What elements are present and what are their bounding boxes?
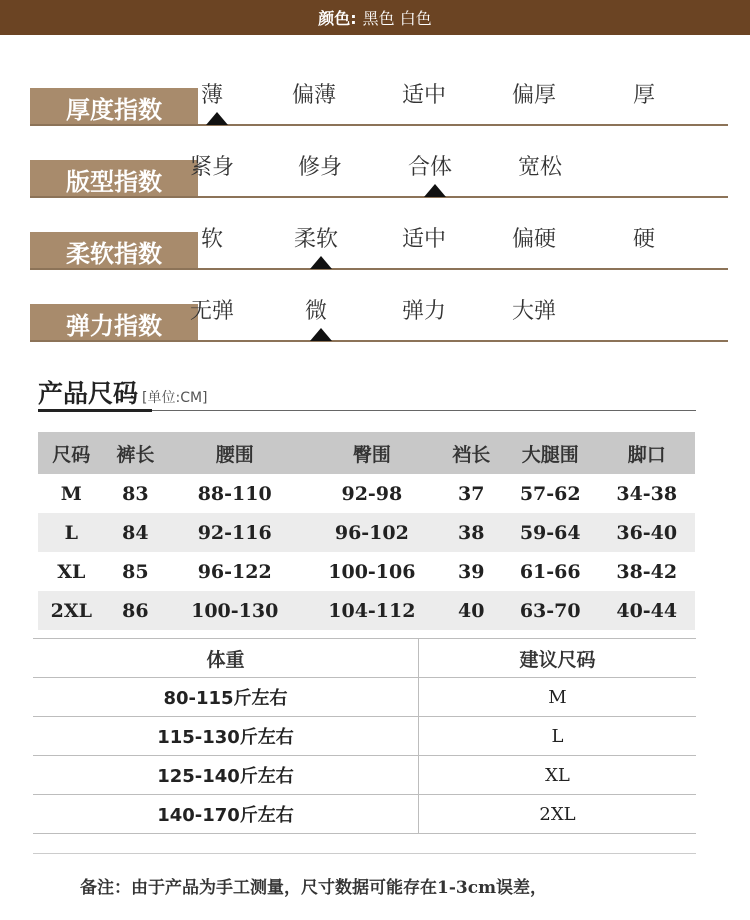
color-values: 黑色 白色: [362, 9, 432, 28]
size-cell: 38-42: [616, 560, 678, 583]
size-column-header: 裆长: [440, 432, 502, 474]
index-line: [30, 268, 728, 270]
weight-table: [33, 638, 696, 834]
size-cell: 57-62: [519, 482, 581, 505]
size-column-header: 脚口: [598, 432, 695, 474]
index-option: 宽松: [517, 155, 562, 180]
weight-row: [33, 717, 696, 756]
index-option: 合体: [407, 155, 452, 180]
weight-row: [33, 756, 696, 795]
size-cell: 88-110: [197, 482, 272, 505]
index-option: 修身: [297, 155, 342, 180]
index-option: 薄: [200, 83, 223, 108]
index-option: 柔软: [293, 227, 338, 252]
weight-header: 体重: [33, 639, 419, 678]
index-line: [30, 124, 728, 126]
weight-range: 125-140斤左右: [33, 756, 419, 795]
size-cell: XL: [57, 560, 86, 583]
selected-marker-icon: [206, 112, 228, 125]
title-rule: [152, 410, 696, 411]
weight-range: 140-170斤左右: [33, 795, 419, 834]
size-cell: 100-130: [166, 591, 303, 630]
size-section-title: [38, 374, 208, 410]
index-label: 厚度指数: [30, 88, 198, 126]
size-cell: 40: [440, 591, 502, 630]
suggested-size: L: [419, 717, 697, 756]
weight-row: [33, 795, 696, 834]
index-option: 偏厚: [511, 83, 556, 108]
index-label: 弹力指数: [30, 304, 198, 342]
size-cell: 37: [457, 482, 485, 505]
selected-marker-icon: [310, 328, 332, 341]
suggested-size-header: 建议尺码: [419, 639, 697, 678]
index-option: 偏薄: [291, 83, 336, 108]
index-option: 适中: [401, 227, 446, 252]
size-column-header: 大腿围: [502, 432, 599, 474]
weight-row: [33, 678, 696, 717]
index-option: 无弹: [189, 299, 234, 324]
size-cell: 40-44: [598, 591, 695, 630]
index-row: [30, 150, 728, 198]
weight-range: 80-115斤左右: [33, 678, 419, 717]
index-line: [30, 340, 728, 342]
index-option: 厚: [632, 83, 655, 108]
color-header: [0, 0, 750, 35]
index-row: [30, 222, 728, 270]
index-row: [30, 78, 728, 126]
index-label: 版型指数: [30, 160, 198, 198]
index-option: 紧身: [189, 155, 234, 180]
suggested-size: 2XL: [419, 795, 697, 834]
size-cell: 92-116: [166, 513, 303, 552]
size-cell: 2XL: [38, 591, 105, 630]
size-cell: 39: [457, 560, 485, 583]
size-cell: 96-102: [303, 513, 440, 552]
size-cell: 85: [122, 560, 149, 583]
size-table: [38, 432, 695, 630]
index-option: 硬: [632, 227, 655, 252]
index-option: 弹力: [401, 299, 446, 324]
index-option: 微: [304, 299, 327, 324]
size-cell: 84: [105, 513, 167, 552]
size-cell: 96-122: [197, 560, 272, 583]
size-cell: 34-38: [616, 482, 678, 505]
size-row: [38, 513, 695, 552]
footnote: 备注：由于产品为手工测量，尺寸数据可能存在1-3cm误差，: [80, 878, 548, 898]
suggested-size: XL: [419, 756, 697, 795]
selected-marker-icon: [424, 184, 446, 197]
index-option: 大弹: [511, 299, 556, 324]
size-cell: 38: [440, 513, 502, 552]
weight-range: 115-130斤左右: [33, 717, 419, 756]
size-column-header: 臀围: [303, 432, 440, 474]
title-underline: [38, 409, 152, 412]
suggested-size: M: [419, 678, 697, 717]
color-label: 颜色:: [318, 9, 357, 28]
size-column-header: 裤长: [105, 432, 167, 474]
size-cell: L: [38, 513, 105, 552]
weight-table-header: [33, 639, 696, 678]
size-cell: 63-70: [502, 591, 599, 630]
size-cell: 92-98: [341, 482, 403, 505]
size-cell: 86: [105, 591, 167, 630]
size-table-header: [38, 432, 695, 474]
size-cell: 83: [122, 482, 149, 505]
size-row: [38, 552, 695, 591]
size-row: [38, 591, 695, 630]
size-cell: M: [60, 482, 82, 505]
index-line: [30, 196, 728, 198]
size-title: 产品尺码: [38, 379, 139, 408]
size-cell: 104-112: [303, 591, 440, 630]
divider: [33, 853, 696, 854]
size-row: [38, 474, 695, 513]
selected-marker-icon: [310, 256, 332, 269]
index-option: 软: [200, 227, 223, 252]
size-column-header: 尺码: [38, 432, 105, 474]
index-option: 偏硬: [511, 227, 556, 252]
size-column-header: 腰围: [166, 432, 303, 474]
size-cell: 100-106: [328, 560, 416, 583]
size-cell: 59-64: [502, 513, 599, 552]
index-row: [30, 294, 728, 342]
size-cell: 61-66: [519, 560, 581, 583]
size-cell: 36-40: [598, 513, 695, 552]
index-option: 适中: [401, 83, 446, 108]
size-unit: [单位:CM]: [142, 390, 208, 406]
index-label: 柔软指数: [30, 232, 198, 270]
